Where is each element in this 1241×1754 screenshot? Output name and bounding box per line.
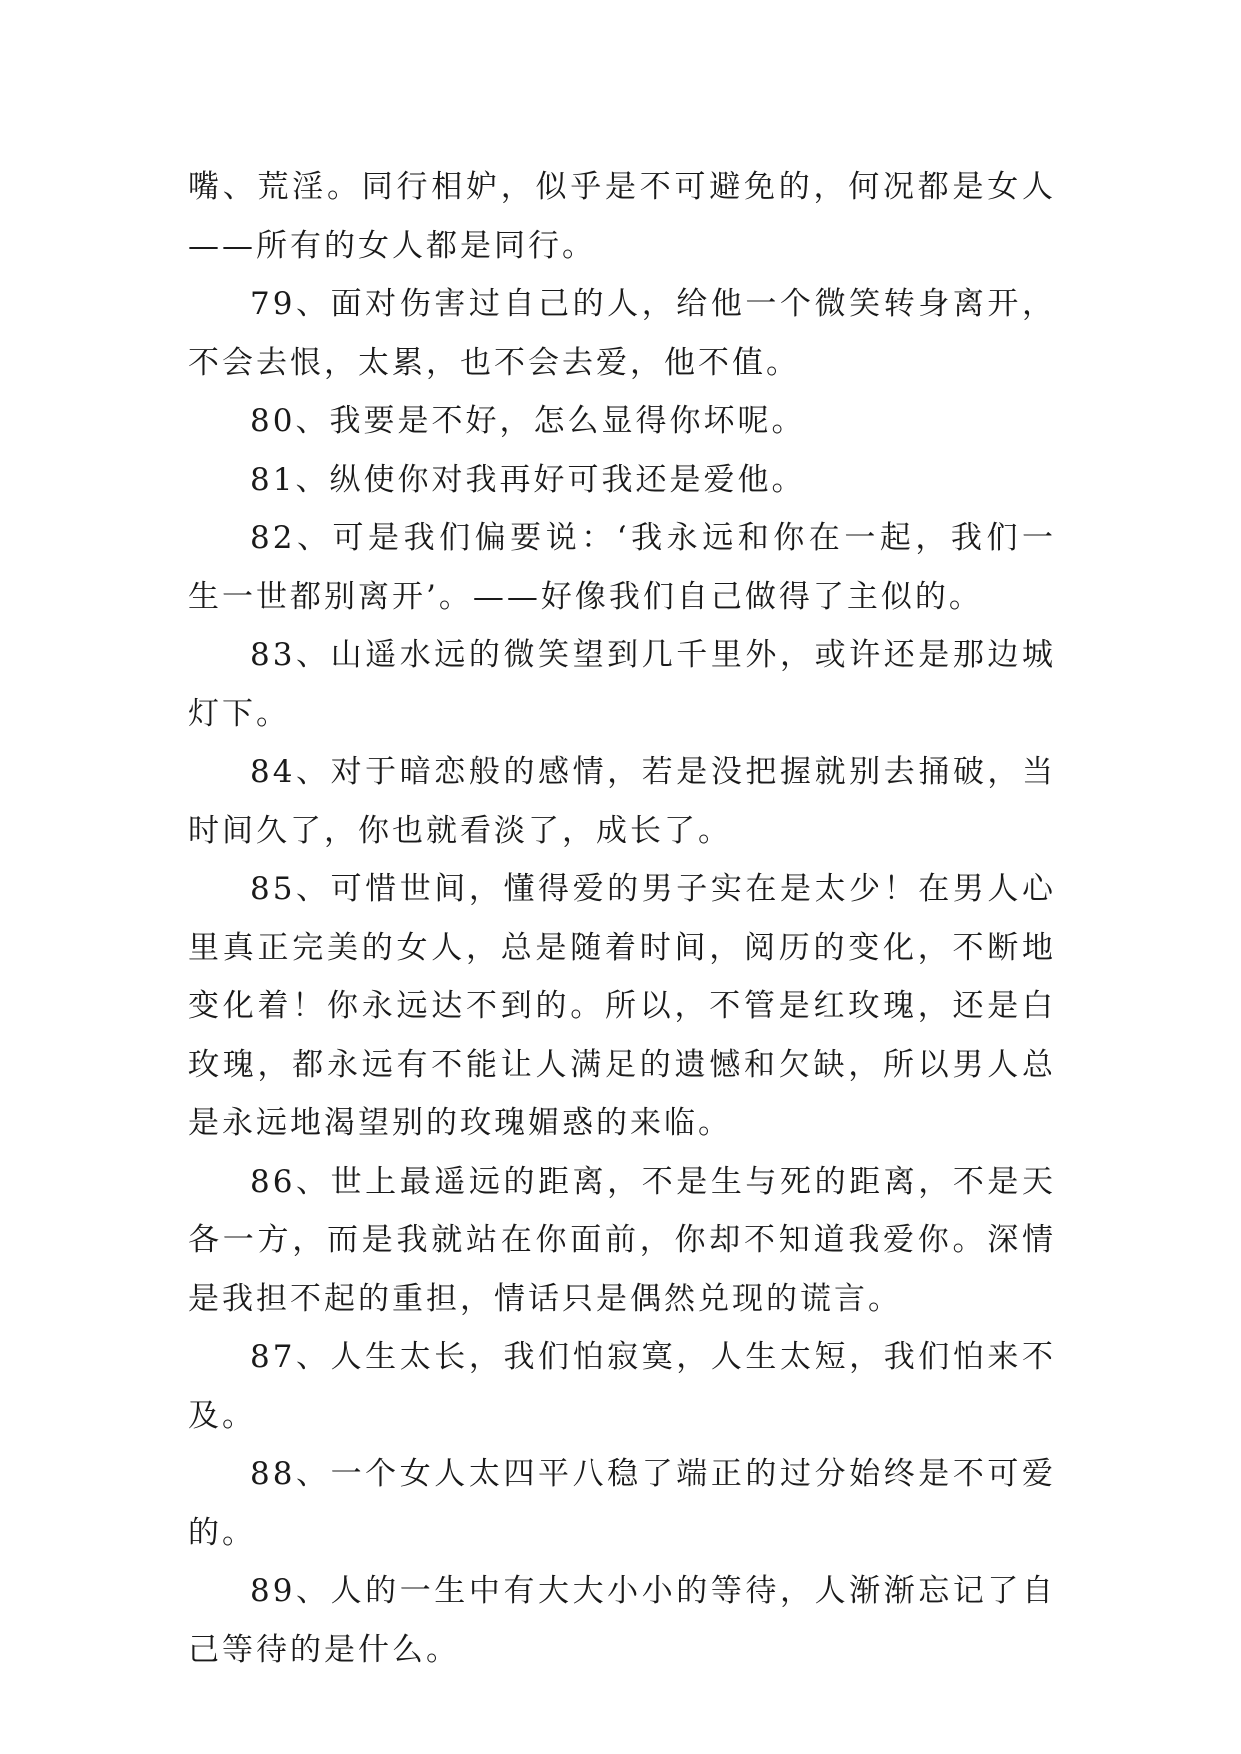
paragraph-88: 88、一个女人太四平八稳了端正的过分始终是不可爱的。 [188, 1456, 1056, 1551]
paragraph-79: 79、面对伤害过自己的人，给他一个微笑转身离开，不会去恨，太累，也不会去爱，他不值。 [188, 286, 1056, 381]
paragraph-86: 86、世上最遥远的距离，不是生与死的距离，不是天各一方，而是我就站在你面前，你却不知道我爱你。深情是我担不起的重担，情话只是偶然兑现的谎言。 [188, 1163, 1056, 1317]
paragraph-81: 81、纵使你对我再好可我还是爱他。 [250, 461, 806, 498]
paragraph-80: 80、我要是不好，怎么显得你坏呢。 [250, 403, 806, 439]
paragraph-82: 82、可是我们偏要说：‘我永远和你在一起，我们一生一世都别离开’。——好像我们自己做得了主似的。 [188, 520, 1056, 615]
paragraph-83: 83、山遥水远的微笑望到几千里外，或许还是那边城灯下。 [188, 637, 1056, 732]
paragraph-89: 89、人的一生中有大大小小的等待，人渐渐忘记了自己等待的是什么。 [188, 1573, 1056, 1668]
paragraph-85: 85、可惜世间，懂得爱的男子实在是太少！在男人心里真正完美的女人，总是随着时间，阅历的变化，不断地变化着！你永远达不到的。所以，不管是红玫瑰，还是白玫瑰，都永远有不能让人满足的遗憾和欠缺，所以男人总是永远地渴望别的玫瑰媚惑的来临。 [188, 871, 1056, 1141]
paragraph-84: 84、对于暗恋般的感情，若是没把握就别去捅破，当时间久了，你也就看淡了，成长了。 [188, 754, 1056, 849]
paragraph-78-continued: 嘴、荒淫。同行相妒，似乎是不可避免的，何况都是女人——所有的女人都是同行。 [188, 169, 1056, 264]
paragraph-87: 87、人生太长，我们怕寂寞，人生太短，我们怕来不及。 [188, 1339, 1056, 1434]
document-body [188, 158, 1056, 1679]
